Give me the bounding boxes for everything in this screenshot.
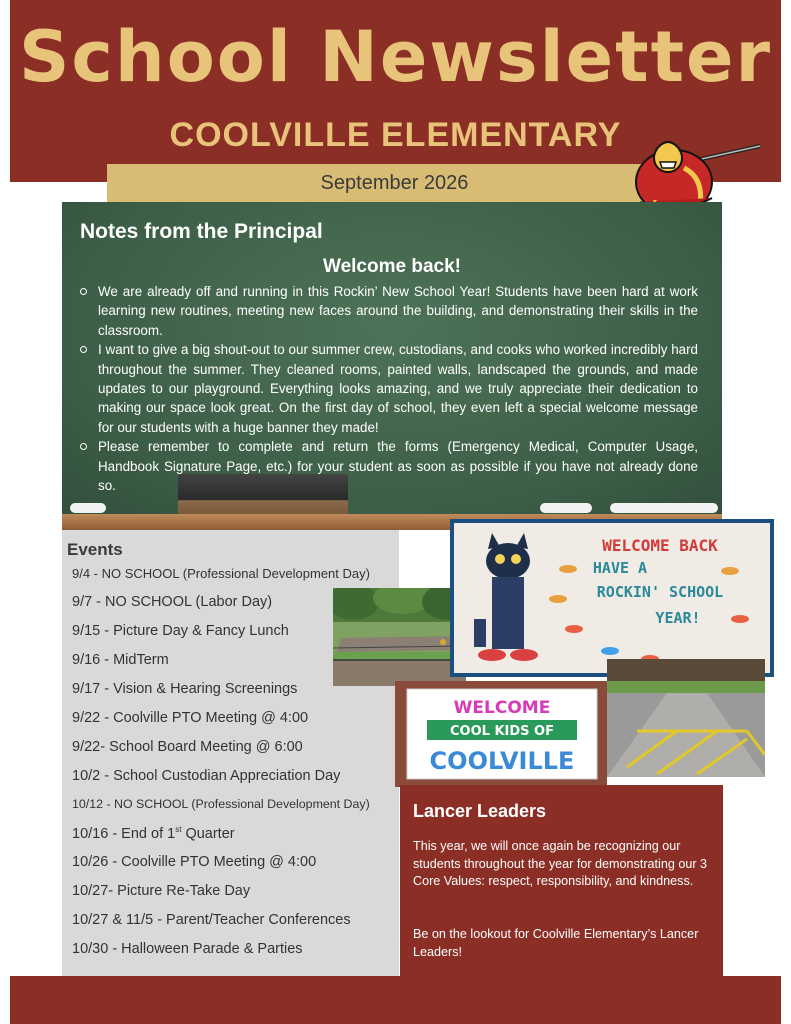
note-item: Please remember to complete and return the forms (Emergency Medical, Computer Usage, Handbook Signature Page, etc.) for your student as soon as possible if you have not already done so. [98, 437, 698, 495]
chalk-stick [610, 503, 718, 513]
lancer-leaders-panel [400, 785, 723, 976]
principal-notes [98, 282, 698, 495]
playground-photo [333, 588, 466, 686]
note-item: I want to give a big shout-out to our summer crew, custodians, and cooks who worked incredibly hard throughout the summer. They cleaned rooms, painted walls, landscaped the grounds, and made updates to our playground. Everything looks amazing, and we truly appreciate their dedication to making our space look great. On the first day of school, they even left a special welcome message for our students with a huge banner they made! [98, 340, 698, 437]
event-item: 10/2 - School Custodian Appreciation Day [72, 768, 341, 784]
principal-heading: Notes from the Principal [80, 220, 323, 243]
banner-line-2: HAVE A [592, 559, 648, 577]
note-item: We are already off and running in this Rockin’ New School Year! Students have been hard at work learning new routines, meeting new faces around the building, and demonstrating their skills in the classroom. [98, 282, 698, 340]
footer-bar [10, 976, 781, 1024]
date-strip [107, 164, 682, 202]
banner-line-4: YEAR! [655, 609, 701, 627]
newsletter-title: School Newsletter [18, 16, 773, 98]
event-item: 9/16 - MidTerm [72, 652, 169, 668]
lancer-paragraph: This year, we will once again be recognizing our students throughout the year for demonstrating our 3 Core Values: respect, responsibility, and kindness. [413, 839, 708, 888]
event-item: 9/22 - Coolville PTO Meeting @ 4:00 [72, 710, 309, 726]
sidewalk-photo [607, 659, 765, 777]
event-item: 9/17 - Vision & Hearing Screenings [72, 681, 298, 697]
banner-line-1: WELCOME BACK [602, 536, 718, 555]
quarter-text: 10/16 - End of 1 [72, 825, 176, 842]
lancer-heading: Lancer Leaders [413, 801, 547, 821]
chalk-stick [70, 503, 106, 513]
event-item: 10/27 & 11/5 - Parent/Teacher Conferences [72, 912, 351, 928]
events-heading: Events [67, 540, 123, 559]
event-item: 9/4 - NO SCHOOL (Professional Development Day) [72, 566, 370, 581]
sign-line-3: COOLVILLE [429, 747, 575, 775]
eraser-graphic [178, 474, 348, 514]
banner-line-3: ROCKIN' SCHOOL [596, 583, 724, 601]
welcome-banner-photo [450, 519, 774, 677]
principal-chalkboard [62, 202, 722, 514]
event-item: 10/26 - Coolville PTO Meeting @ 4:00 [72, 854, 317, 870]
event-item: 9/22- School Board Meeting @ 6:00 [72, 739, 303, 755]
event-item-quarter [72, 825, 235, 842]
quarter-text-end: Quarter [181, 825, 235, 842]
cool-kids-sign-photo [395, 681, 607, 787]
lancer-paragraph: Be on the lookout for Coolville Elementary’s Lancer Leaders! [413, 927, 699, 959]
issue-date: September 2026 [320, 172, 469, 194]
quarter-suffix: st [175, 825, 182, 834]
event-item: 10/12 - NO SCHOOL (Professional Development Day) [72, 797, 370, 811]
event-item: 9/7 - NO SCHOOL (Labor Day) [72, 594, 273, 610]
chalk-stick [540, 503, 592, 513]
event-item: 10/27- Picture Re-Take Day [72, 883, 251, 899]
school-name: COOLVILLE ELEMENTARY [169, 116, 622, 154]
sign-line-2: COOL KIDS OF [450, 724, 554, 739]
sign-line-1: WELCOME [453, 698, 551, 718]
event-item: 9/15 - Picture Day & Fancy Lunch [72, 623, 289, 639]
event-item: 10/30 - Halloween Parade & Parties [72, 941, 303, 957]
welcome-heading: Welcome back! [323, 256, 461, 277]
